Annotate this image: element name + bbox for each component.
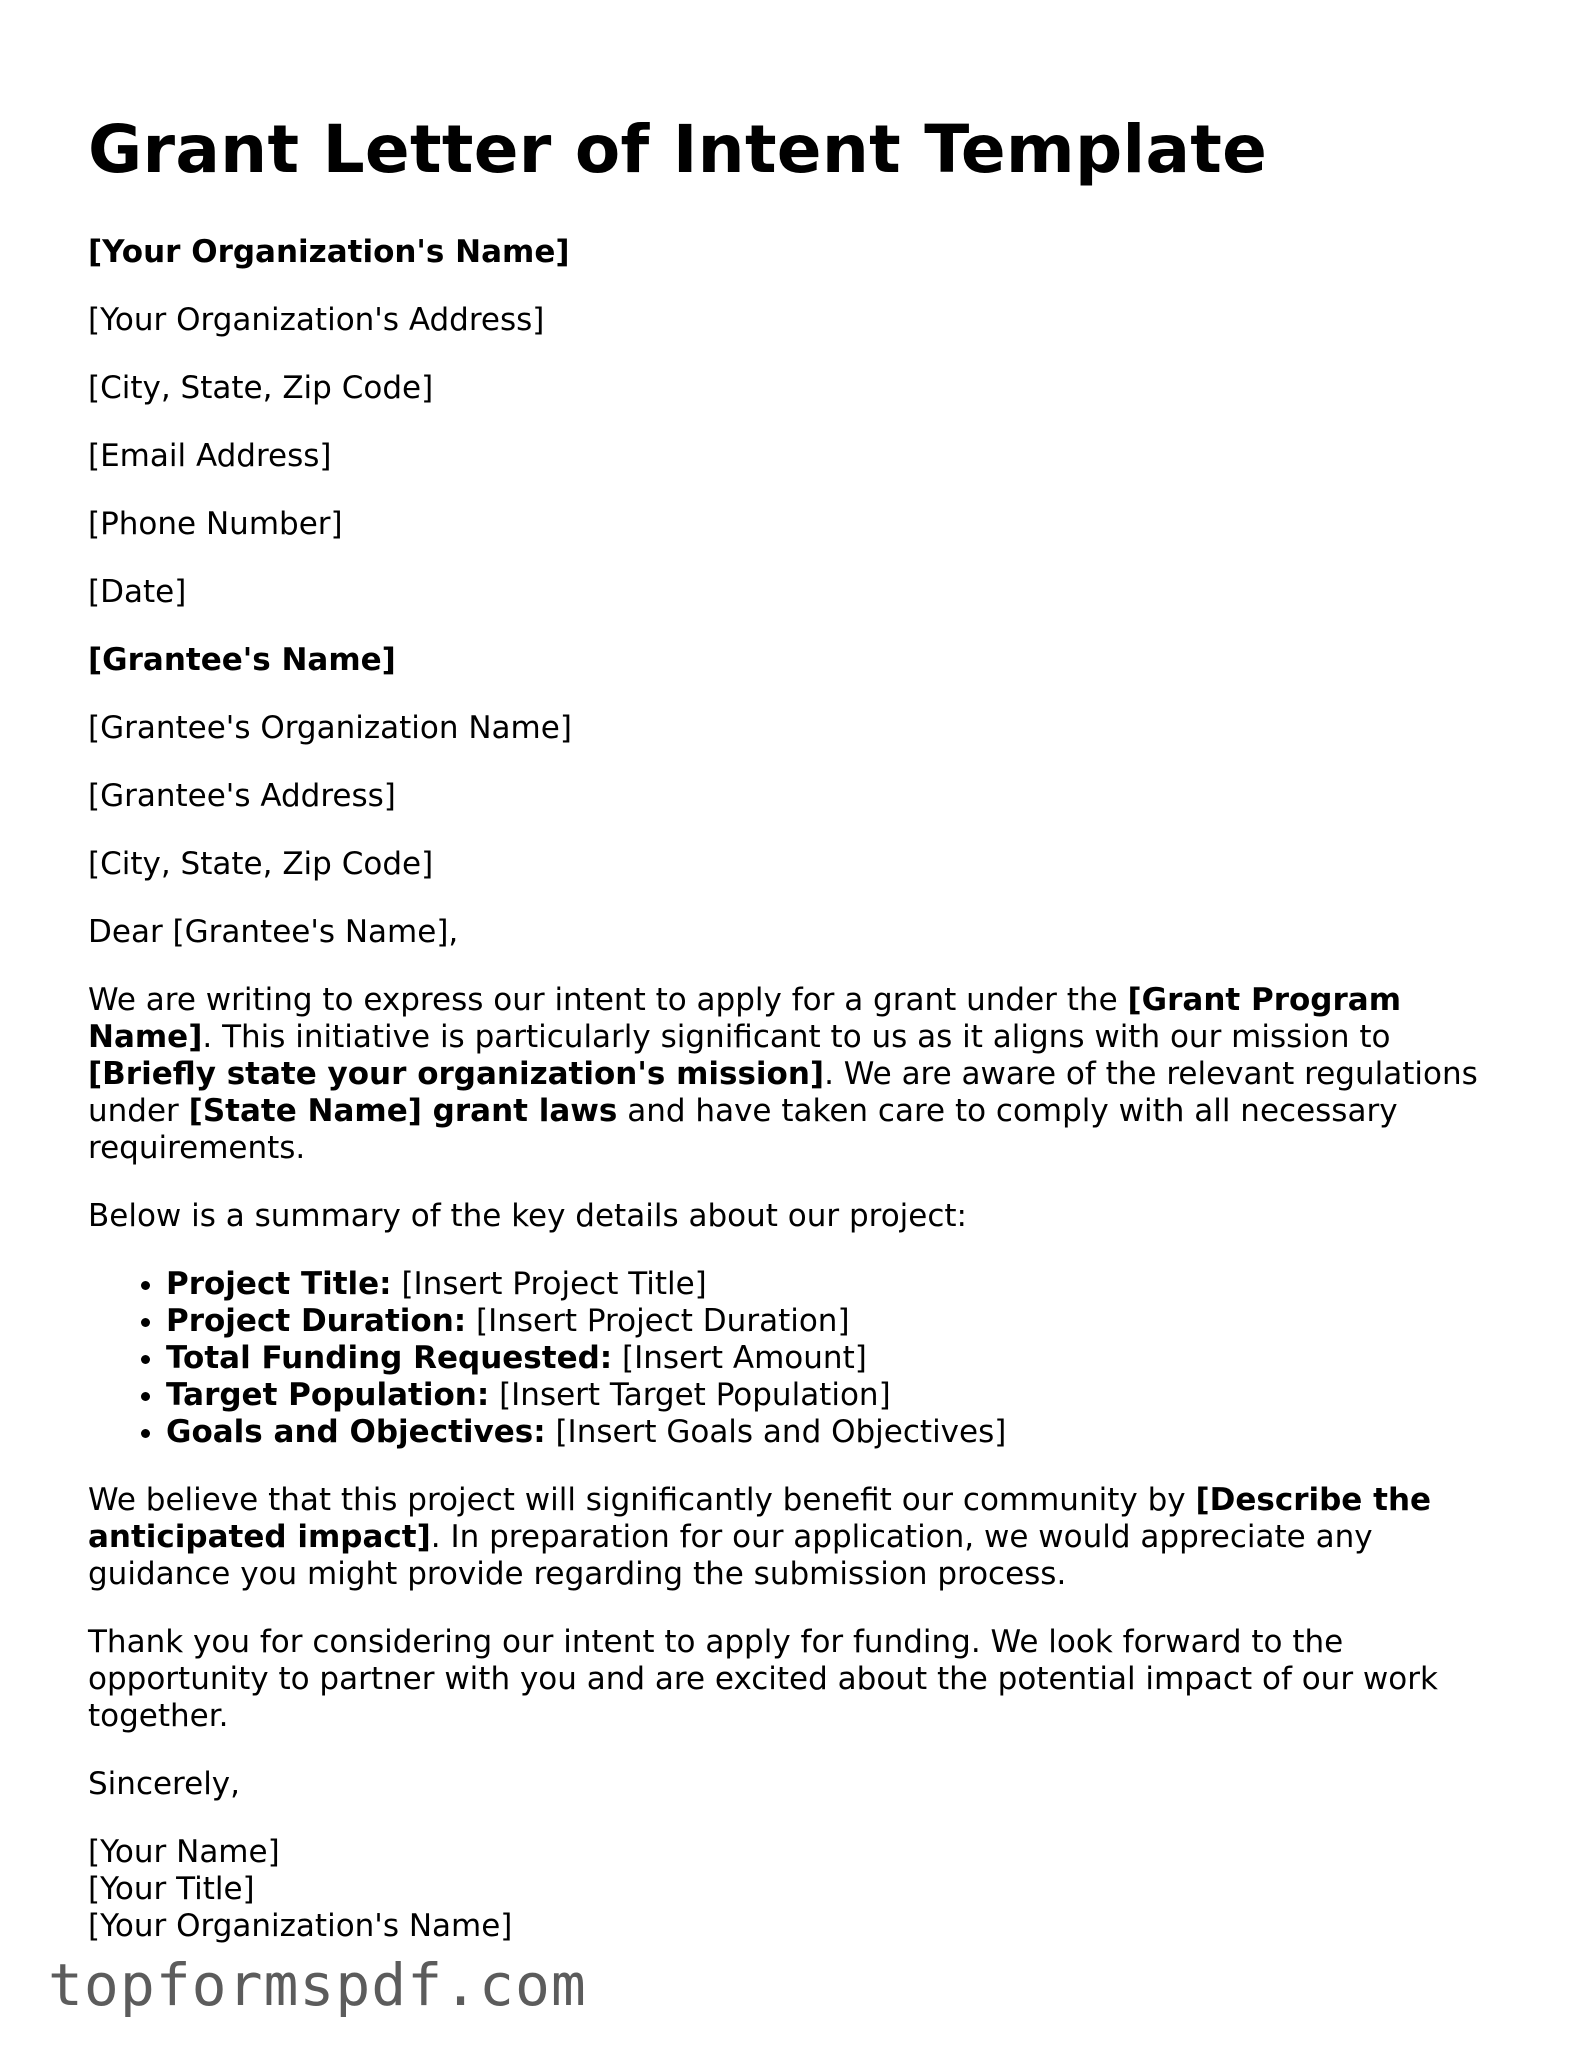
watermark: topformspdf.com (48, 1951, 587, 2019)
sender-city-state-zip: [City, State, Zip Code] (88, 370, 434, 406)
signature-name: [Your Name] (88, 1834, 280, 1870)
list-item: • Project Title: [Insert Project Title] (166, 1266, 1508, 1303)
impact-paragraph: We believe that this project will significantly benefit our community by [Describe the anticipated impact]. In preparation for our application, we would appreciate any guidance you might provide regarding the submission process. (88, 1482, 1432, 1592)
salutation: Dear [Grantee's Name], (88, 914, 459, 950)
signoff: Sincerely, (88, 1766, 241, 1802)
sender-name: [Your Organization's Name] (88, 234, 570, 270)
recipient-city-state-zip: [City, State, Zip Code] (88, 846, 434, 882)
sender-email: [Email Address] (88, 438, 332, 474)
list-item: • Total Funding Requested: [Insert Amount] (166, 1340, 1508, 1377)
project-details-list (88, 1266, 1508, 1451)
recipient-name: [Grantee's Name] (88, 642, 396, 678)
signature-title: [Your Title] (88, 1871, 255, 1907)
page-title: Grant Letter of Intent Template (88, 111, 1268, 188)
list-item: • Goals and Objectives: [Insert Goals and Objectives] (166, 1414, 1508, 1451)
sender-phone: [Phone Number] (88, 506, 343, 542)
recipient-address: [Grantee's Address] (88, 778, 396, 814)
signature-organization: [Your Organization's Name] (88, 1908, 513, 1944)
signature-block (88, 1834, 1508, 1945)
sender-address: [Your Organization's Address] (88, 302, 545, 338)
letter-date: [Date] (88, 574, 187, 610)
letter-document (88, 108, 1508, 1945)
recipient-organization: [Grantee's Organization Name] (88, 710, 572, 746)
list-item: • Project Duration: [Insert Project Duration] (166, 1303, 1508, 1340)
intro-paragraph: We are writing to express our intent to apply for a grant under the [Grant Program Name]. This initiative is particularly significant to us as it aligns with our mission to [Briefly state your organization's mission]. We are aware of the relevant regulations under [State Name] grant laws and have taken care to comply with all necessary requirements. (88, 982, 1478, 1166)
summary-intro: Below is a summary of the key details about our project: (88, 1198, 967, 1234)
list-item: • Target Population: [Insert Target Population] (166, 1377, 1508, 1414)
closing-paragraph: Thank you for considering our intent to apply for funding. We look forward to the opportunity to partner with you and are excited about the potential impact of our work together. (88, 1624, 1438, 1734)
